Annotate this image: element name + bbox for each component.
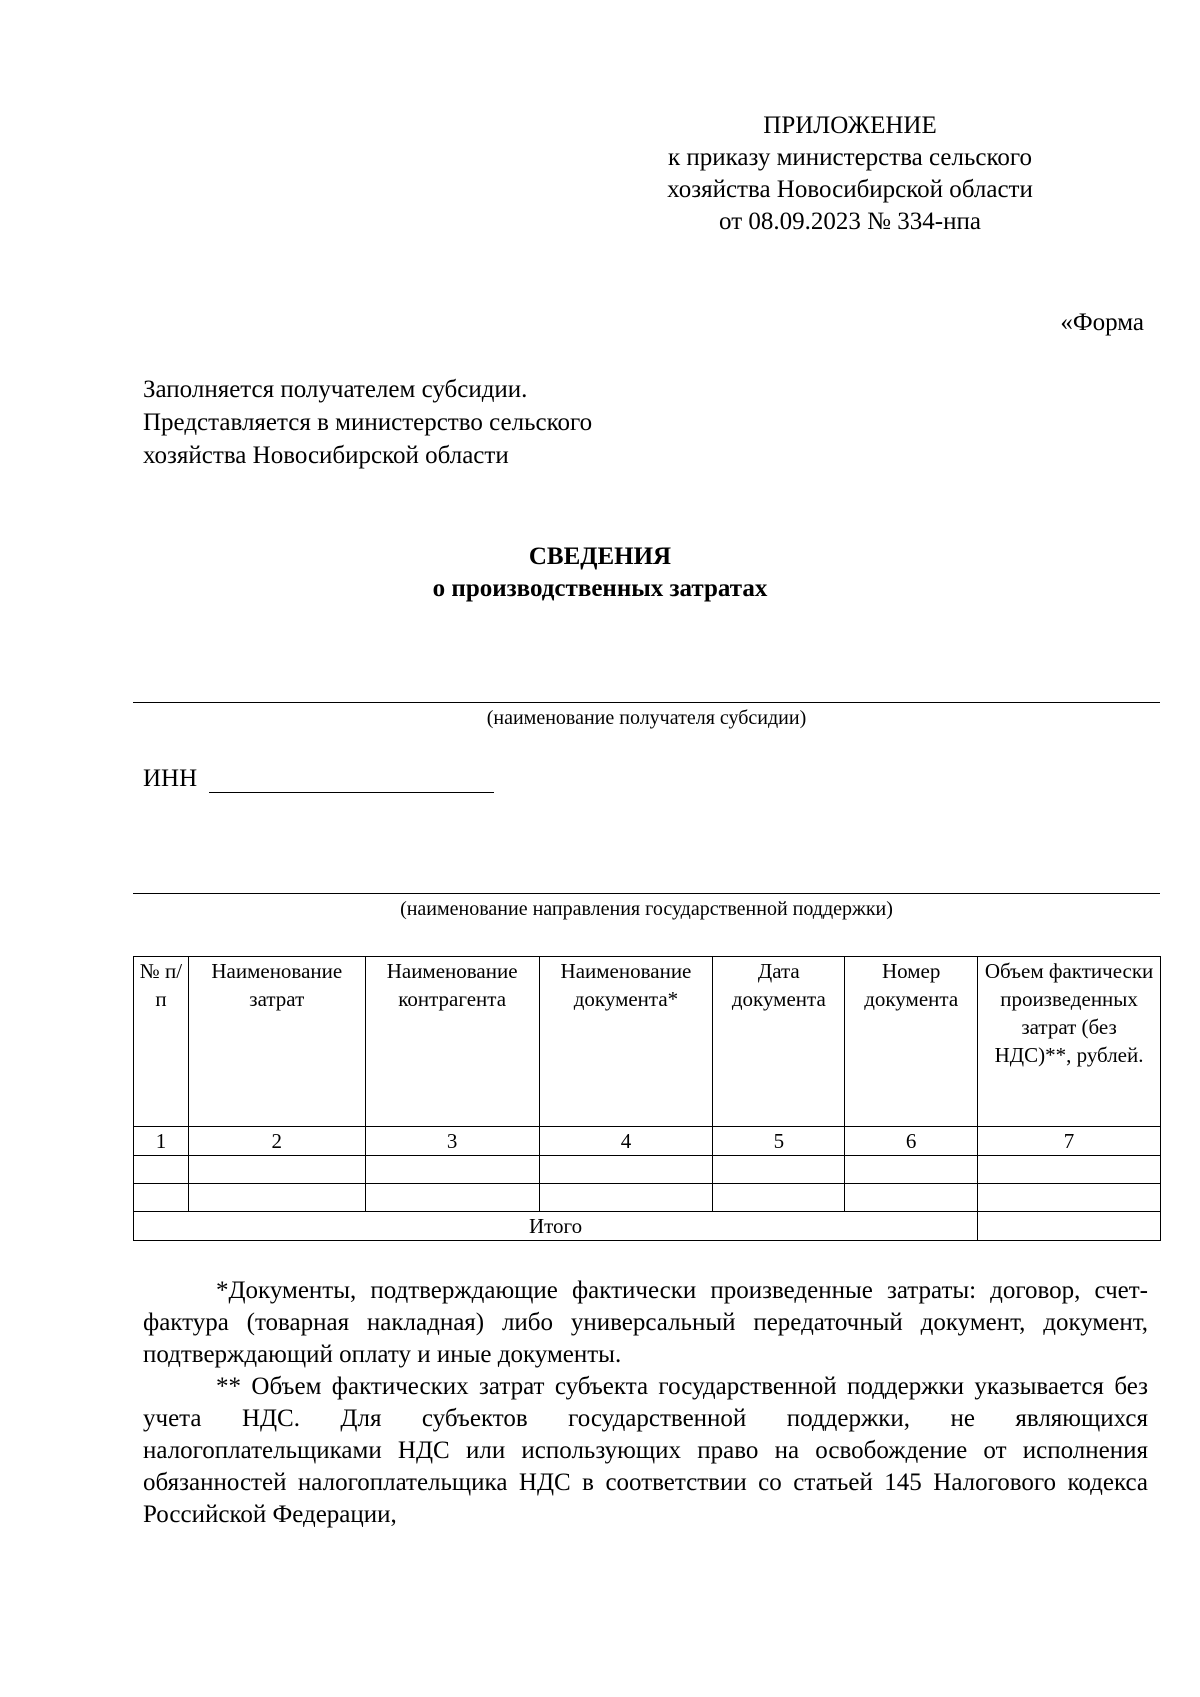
appendix-line: к приказу министерства сельского: [667, 144, 1032, 171]
footnote-vat: ** Объем фактических затрат субъекта государственной поддержки указывается без учета НДС. Для субъектов государственной поддержки, не являющихся налогоплательщиками НДС или использующих право на освобождение от исполнения обязанностей налогоплательщика НДС в соответствии со статьей 145 Налогового кодекса Российской Федерации,: [143, 1373, 1148, 1528]
support-direction-line[interactable]: [133, 893, 1160, 894]
footnote-documents: *Документы, подтверждающие фактически произведенные затраты: договор, счет-фактура (товарная накладная) либо универсальный передаточный документ, документ, подтверждающий оплату и иные документы.: [143, 1277, 1148, 1368]
table-cell[interactable]: [713, 1184, 845, 1212]
recipient-caption: (наименование получателя субсидии): [486, 707, 807, 729]
table-cell[interactable]: [539, 1184, 713, 1212]
title-main: СВЕДЕНИЯ: [528, 543, 672, 570]
document-title: [0, 541, 1200, 605]
table-cell[interactable]: [188, 1156, 365, 1184]
table-total-row: [134, 1212, 1161, 1241]
header-cell: Наименование затрат: [188, 957, 365, 1127]
fill-instructions: [143, 373, 592, 472]
total-label: Итого: [134, 1212, 978, 1241]
table-cell[interactable]: [845, 1156, 978, 1184]
column-number: 5: [713, 1127, 845, 1156]
inn-field: [143, 765, 494, 793]
table-cell[interactable]: [713, 1156, 845, 1184]
costs-table: [133, 956, 1161, 1241]
title-sub: о производственных затратах: [432, 575, 768, 602]
appendix-header: [640, 110, 1060, 238]
direction-caption: (наименование направления государственной поддержки): [400, 898, 893, 920]
column-number: 1: [134, 1127, 189, 1156]
form-label: «Форма: [1060, 309, 1144, 336]
table-number-row: [134, 1127, 1161, 1156]
table-row: [134, 1184, 1161, 1212]
inn-input-line[interactable]: [209, 766, 494, 793]
appendix-order-date: от 08.09.2023 № 334-нпа: [719, 208, 981, 235]
table-row: [134, 1156, 1161, 1184]
instruction-line: хозяйства Новосибирской области: [143, 442, 509, 469]
table-cell[interactable]: [978, 1156, 1161, 1184]
table-cell[interactable]: [539, 1156, 713, 1184]
instruction-line: Заполняется получателем субсидии.: [143, 376, 528, 403]
header-cell: № п/п: [134, 957, 189, 1127]
header-cell: Наименование контрагента: [365, 957, 539, 1127]
column-number: 4: [539, 1127, 713, 1156]
header-cell: Дата документа: [713, 957, 845, 1127]
appendix-line: хозяйства Новосибирской области: [667, 176, 1033, 203]
table-cell[interactable]: [365, 1156, 539, 1184]
recipient-name-line[interactable]: [133, 702, 1160, 703]
table-cell[interactable]: [134, 1156, 189, 1184]
header-cell: Номер документа: [845, 957, 978, 1127]
table-cell[interactable]: [188, 1184, 365, 1212]
column-number: 3: [365, 1127, 539, 1156]
column-number: 6: [845, 1127, 978, 1156]
inn-label: ИНН: [143, 765, 198, 792]
column-number: 7: [978, 1127, 1161, 1156]
table-cell[interactable]: [978, 1184, 1161, 1212]
instruction-line: Представляется в министерство сельского: [143, 409, 593, 436]
table-cell[interactable]: [134, 1184, 189, 1212]
appendix-title: ПРИЛОЖЕНИЕ: [763, 112, 937, 139]
table-header-row: [134, 957, 1161, 1127]
header-cell: Объем фактически произведенных затрат (без НДС)**, рублей.: [978, 957, 1161, 1127]
column-number: 2: [188, 1127, 365, 1156]
header-cell: Наименование документа*: [539, 957, 713, 1127]
total-value-cell[interactable]: [978, 1212, 1161, 1241]
footnotes: [143, 1275, 1148, 1531]
table-cell[interactable]: [365, 1184, 539, 1212]
table-cell[interactable]: [845, 1184, 978, 1212]
